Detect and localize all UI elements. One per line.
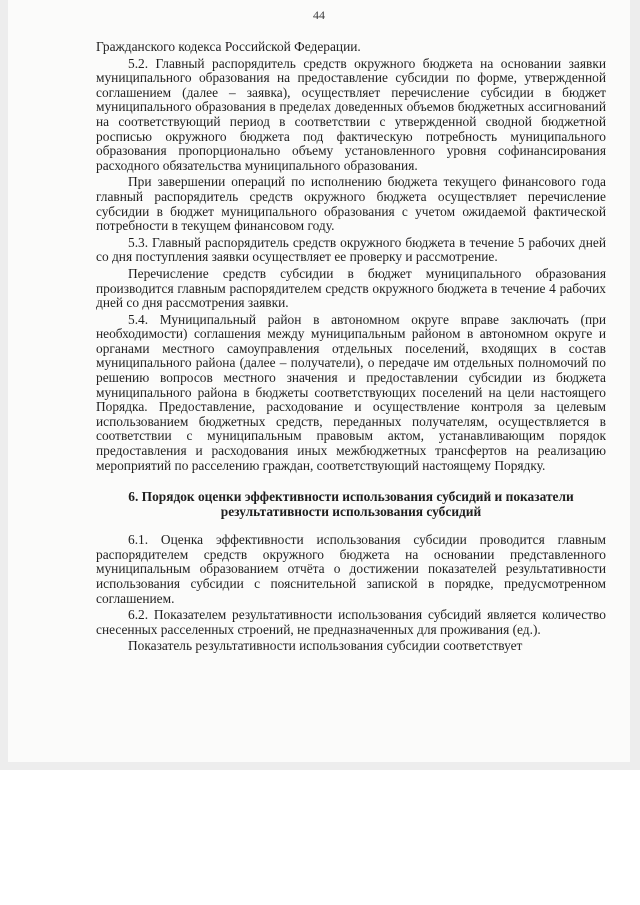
paragraph-5-4: 5.4. Муниципальный район в автономном округе вправе заключать (при необходимости) соглашения между муниципальным районом в автономном округе и органами местного самоуправления отдельных поселений, входящих в состав муниципального района (далее – получатели), о передаче им отдельных полномочий по решению вопросов местного значения и предоставлении субсидии из бюджета муниципального района в бюджеты соответствующих поселений на цели настоящего Порядка. Предоставление, расходование и осуществление контроля за целевым использованием бюджетных средств, переданных получателям, осуществляется в соответствии с муниципальным правовым актом, устанавливающим порядок предоставления и расходования иных межбюджетных трансфертов на реализацию мероприятий по расселению граждан, соответствующий настоящему Порядку. — [96, 311, 606, 473]
paragraph-5-2-cont: При завершении операций по исполнению бюджета текущего финансового года главный распорядитель средств окружного бюджета осуществляет перечисление субсидии в бюджет муниципального образования с учетом ожидаемой фактической потребности в текущем финансовом году. — [96, 174, 606, 234]
section-6-heading-line1: 6. Порядок оценки эффективности использования субсидий и показатели — [128, 489, 574, 505]
document-page — [8, 0, 630, 762]
paragraph-5-2: 5.2. Главный распорядитель средств окружного бюджета на основании заявки муниципального образования на предоставление субсидии по форме, утвержденной соглашением (далее – заявка), осуществляет перечисление субсидии в бюджет муниципального образования в пределах доведенных объемов бюджетных ассигнований на соответствующий период в соответствии с утвержденной сводной бюджетной росписью окружного бюджета под фактическую потребность муниципального образования пропорционально объему установленного уровня софинансирования расходного обязательства муниципального образования. — [96, 55, 606, 173]
document-body — [96, 40, 606, 656]
paragraph-5-3-cont: Перечисление средств субсидии в бюджет муниципального образования производится главным распорядителем средств окружного бюджета в течение 4 рабочих дней со дня рассмотрения заявки. — [96, 265, 606, 311]
section-6-heading-line2: результативности использования субсидий — [220, 504, 482, 520]
paragraph-6-2-cont: Показатель результативности использования субсидии соответствует — [128, 638, 523, 654]
paragraph-5-3: 5.3. Главный распорядитель средств окружного бюджета в течение 5 рабочих дней со дня поступления заявки осуществляет ее проверку и рассмотрение. — [96, 234, 606, 265]
paragraph-6-2: 6.2. Показателем результативности использования субсидий является количество снесенных расселенных строений, не предназначенных для проживания (ед.). — [96, 607, 606, 637]
paragraph-continuation: Гражданского кодекса Российской Федерации. — [96, 39, 361, 54]
page-number: 44 — [313, 8, 325, 22]
section-6-heading — [96, 489, 606, 519]
paragraph-6-1: 6.1. Оценка эффективности использования субсидии проводится главным распорядителем средств окружного бюджета на основании представленного муниципальным образованием отчёта о достижении показателей результативности использования субсидии с пояснительной запиской в порядке, предусмотренном соглашением. — [96, 532, 606, 606]
